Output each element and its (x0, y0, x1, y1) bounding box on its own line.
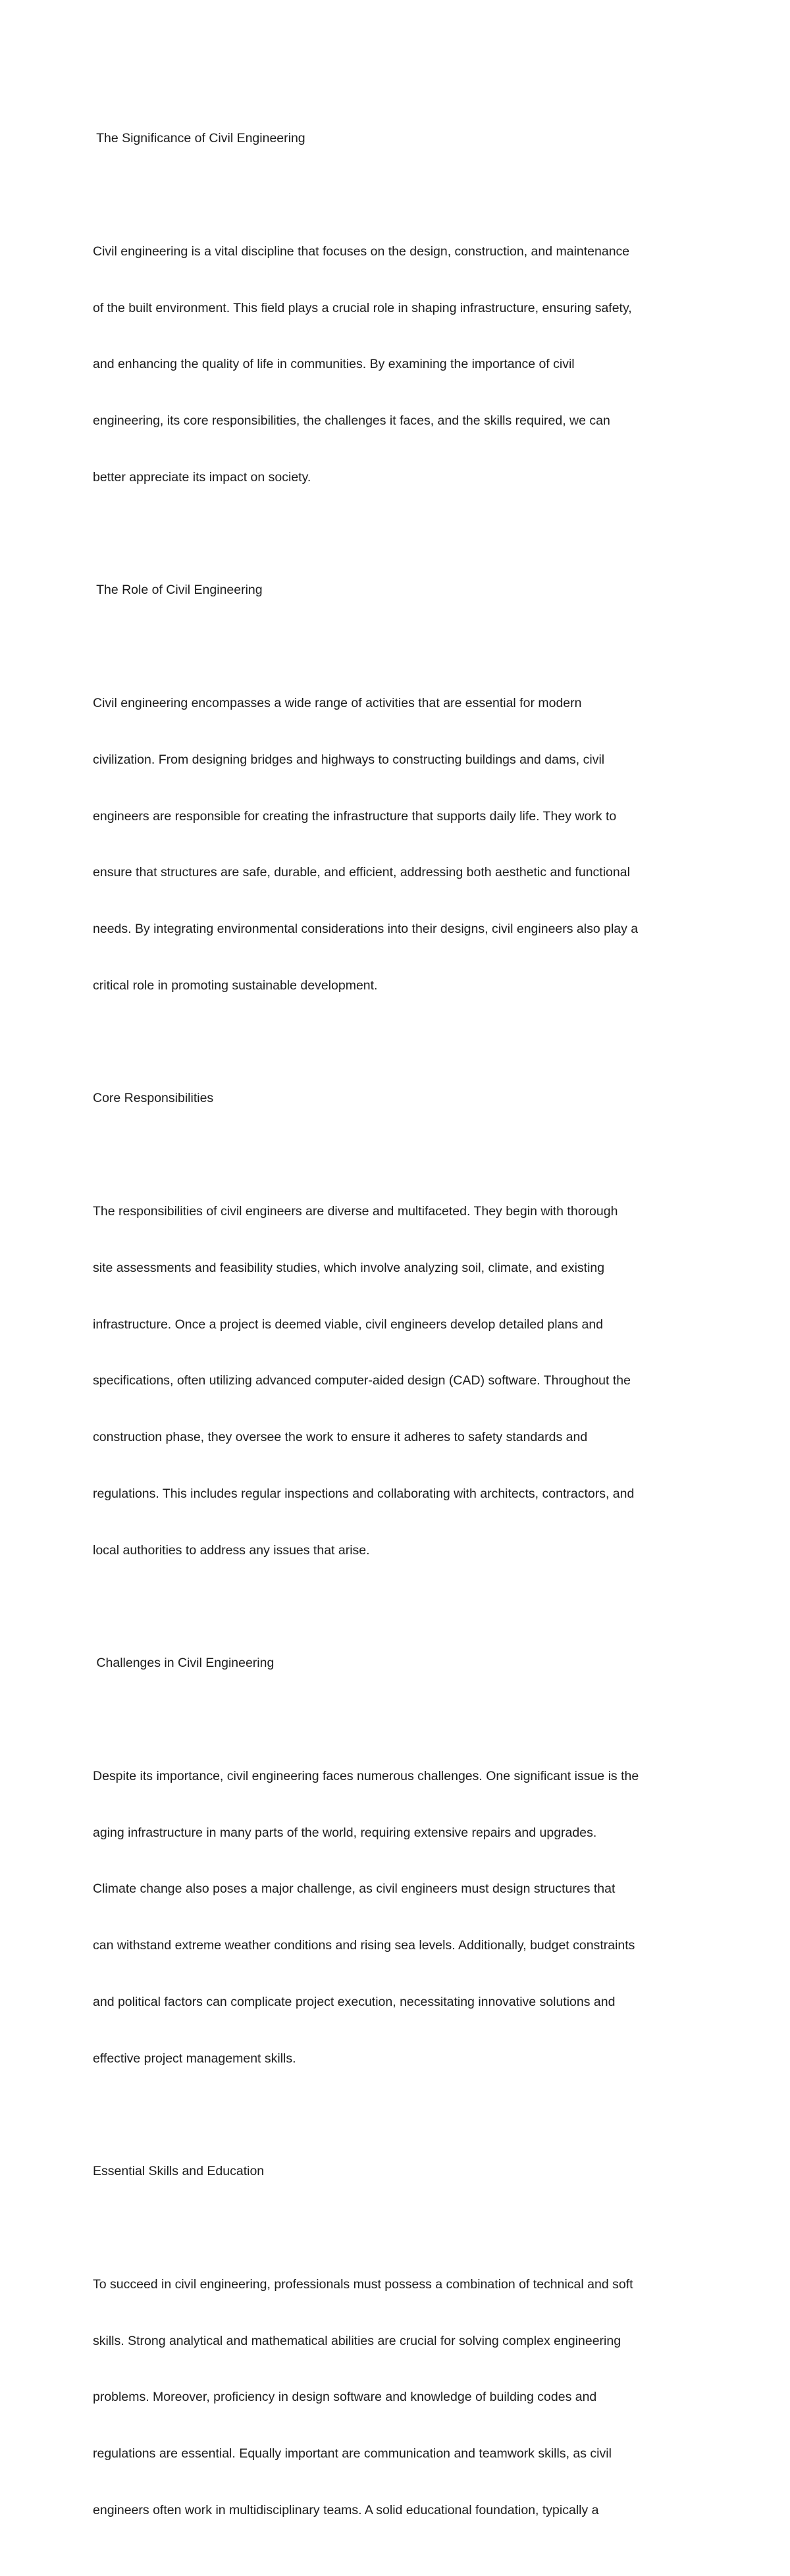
paragraph-line: construction phase, they oversee the work to ensure it adheres to safety standards and (93, 1430, 588, 1445)
body-paragraph (93, 1729, 705, 2106)
body-paragraph (93, 205, 705, 525)
body-paragraph (93, 1165, 705, 1598)
paragraph-line: skills. Strong analytical and mathematical abilities are crucial for solving complex engineering (93, 2333, 621, 2348)
paragraph-line: Climate change also poses a major challenge, as civil engineers must design structures that (93, 1881, 616, 1897)
heading-line: The Role of Civil Engineering (93, 583, 263, 598)
paragraph-line: Civil engineering is a vital discipline that focuses on the design, construction, and maintenance (93, 244, 630, 259)
section-heading (93, 543, 705, 637)
paragraph-line: Despite its importance, civil engineering faces numerous challenges. One significant issue is the (93, 1768, 639, 1783)
paragraph-line: effective project management skills. (93, 2051, 296, 2066)
paragraph-line: engineers often work in multidisciplinary teams. A solid educational foundation, typically a (93, 2503, 599, 2517)
heading-line: Essential Skills and Education (93, 2164, 265, 2179)
body-paragraph (93, 656, 705, 1033)
paragraph-line: aging infrastructure in many parts of the world, requiring extensive repairs and upgrades. (93, 1825, 597, 1840)
paragraph-line: can withstand extreme weather conditions and rising sea levels. Additionally, budget constraints (93, 1938, 635, 1953)
paragraph-line: engineers are responsible for creating the infrastructure that supports daily life. They work to (93, 808, 617, 824)
paragraph-line: of the built environment. This field plays a crucial role in shaping infrastructure, ensuring safety, (93, 300, 632, 315)
paragraph-line: civilization. From designing bridges and highways to constructing buildings and dams, civil (93, 752, 605, 767)
paragraph-line: regulations are essential. Equally important are communication and teamwork skills, as civil (93, 2446, 612, 2461)
paragraph-line: infrastructure. Once a project is deemed viable, civil engineers develop detailed plans and (93, 1317, 604, 1332)
section-heading (93, 1616, 705, 1710)
paragraph-line: engineering, its core responsibilities, the challenges it faces, and the skills required, we can (93, 413, 610, 429)
heading-line: Core Responsibilities (93, 1091, 214, 1106)
section-heading (93, 2124, 705, 2219)
paragraph-line: regulations. This includes regular inspections and collaborating with architects, contractors, and (93, 1486, 635, 1501)
paragraph-line: ensure that structures are safe, durable, and efficient, addressing both aesthetic and functional (93, 865, 630, 880)
paragraph-line: and enhancing the quality of life in communities. By examining the importance of civil (93, 357, 575, 372)
paragraph-line: site assessments and feasibility studies, which involve analyzing soil, climate, and existing (93, 1260, 605, 1275)
section-heading (93, 1051, 705, 1145)
paragraph-line: The responsibilities of civil engineers are diverse and multifaceted. They begin with thorough (93, 1204, 618, 1219)
document-body (93, 92, 705, 2576)
heading-line: Challenges in Civil Engineering (93, 1656, 275, 1671)
paragraph-line: problems. Moreover, proficiency in design software and knowledge of building codes and (93, 2390, 597, 2405)
body-paragraph (93, 2238, 705, 2558)
paragraph-line: Civil engineering encompasses a wide range of activities that are essential for modern (93, 696, 582, 710)
heading-line: The Significance of Civil Engineering (93, 131, 305, 146)
paragraph-line: and political factors can complicate project execution, necessitating innovative solutions and (93, 1994, 616, 2009)
paragraph-line: needs. By integrating environmental considerations into their designs, civil engineers also play a (93, 922, 639, 937)
paragraph-line: local authorities to address any issues that arise. (93, 1542, 370, 1558)
paragraph-line: To succeed in civil engineering, professionals must possess a combination of technical and soft (93, 2276, 633, 2292)
paragraph-line: specifications, often utilizing advanced computer-aided design (CAD) software. Throughout the (93, 1373, 631, 1388)
section-heading (93, 92, 705, 186)
paragraph-line: critical role in promoting sustainable development. (93, 978, 378, 993)
paragraph-line: better appreciate its impact on society. (93, 469, 311, 485)
